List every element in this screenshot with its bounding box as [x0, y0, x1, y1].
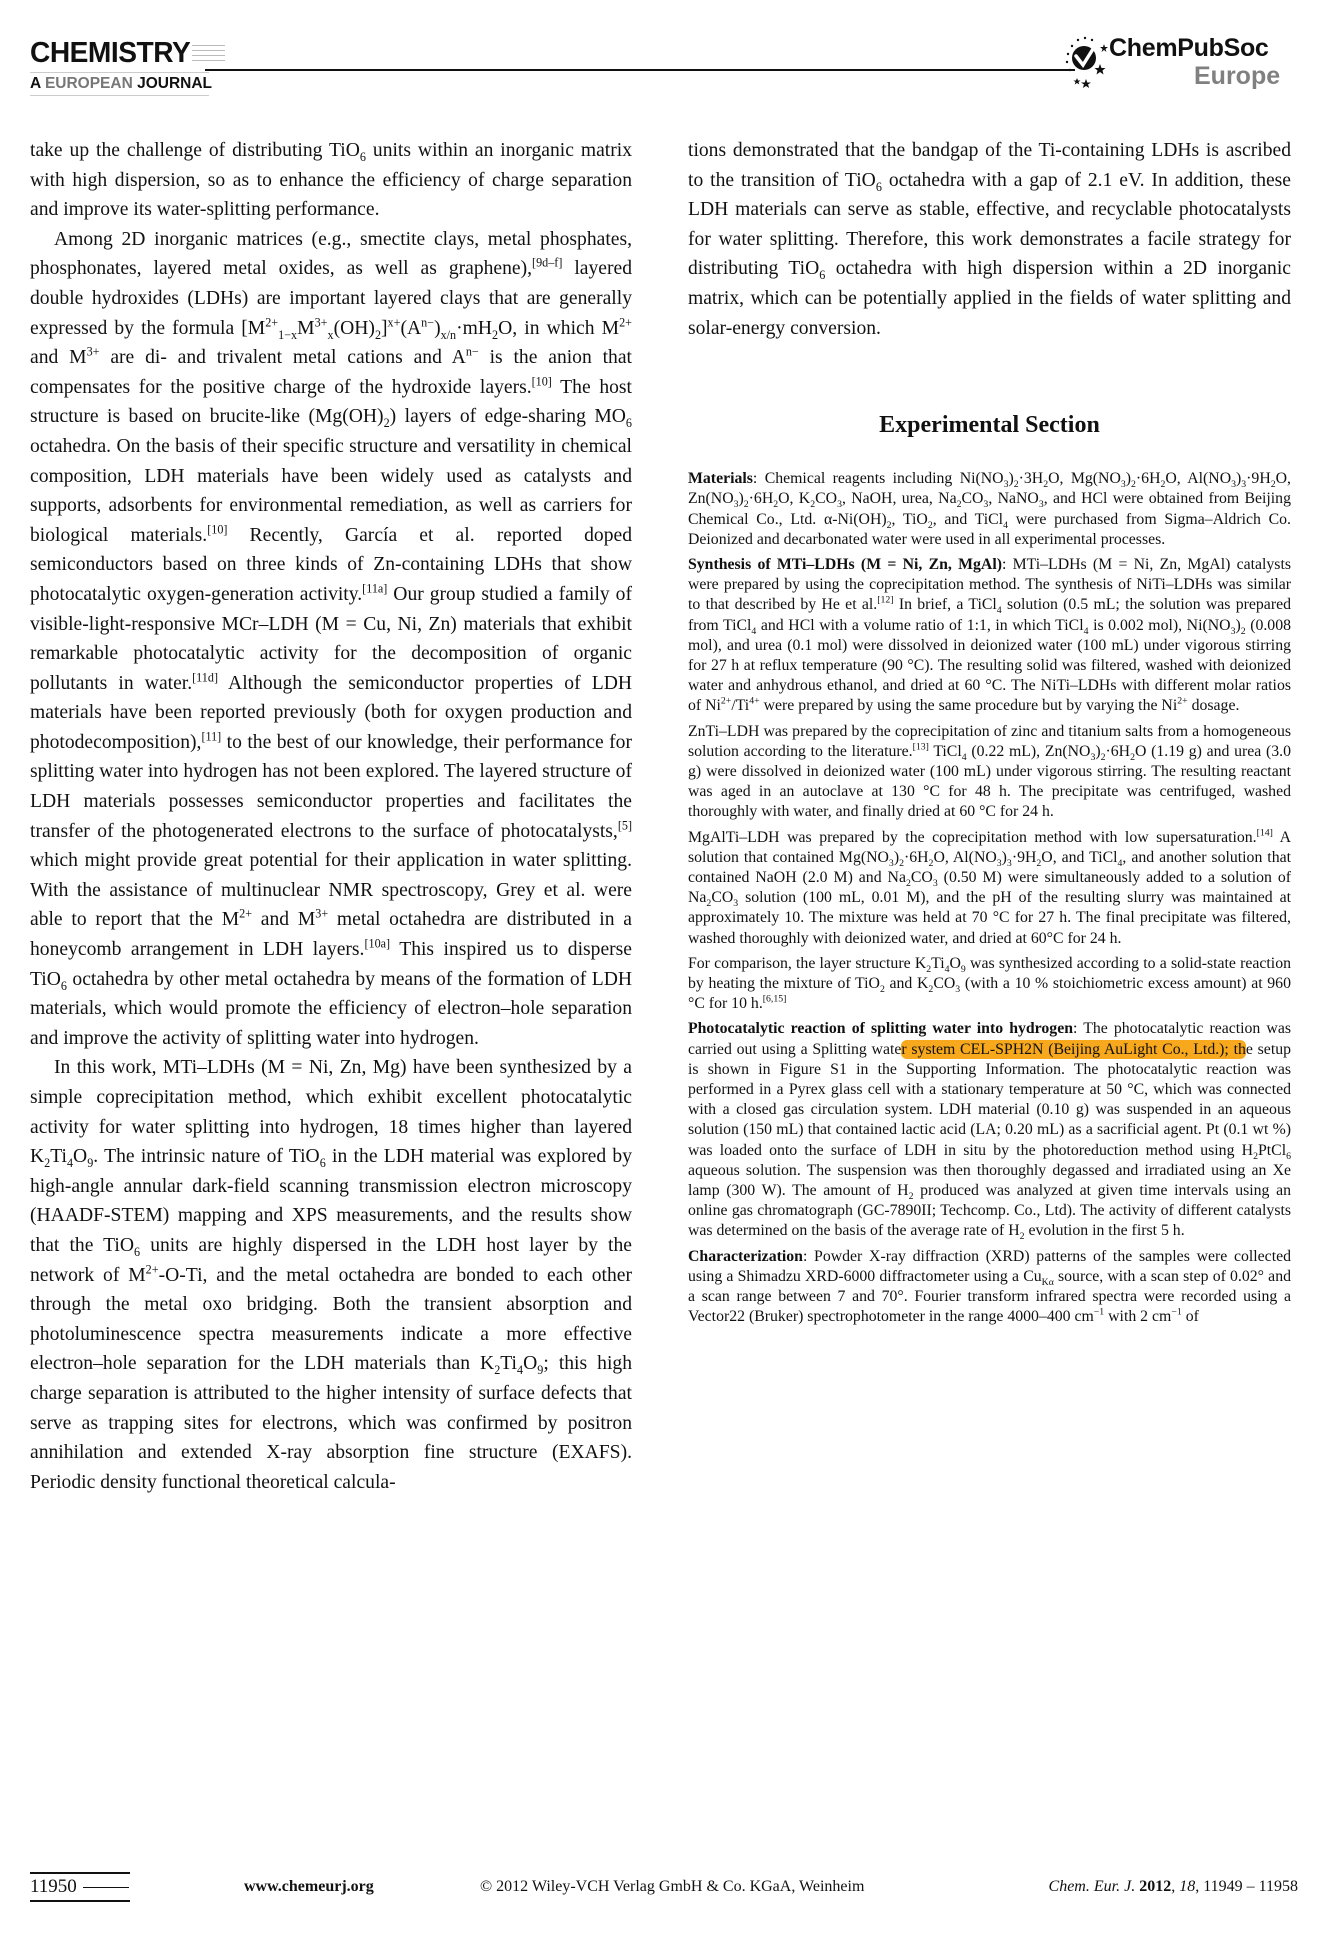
text: Ti	[500, 1353, 518, 1375]
subscript: 2	[1160, 479, 1166, 491]
synthesis-paragraph	[688, 555, 1291, 717]
subscript: 4	[751, 625, 757, 637]
text: O, Al(NO	[1165, 470, 1232, 488]
subscript: 6	[875, 179, 882, 194]
text: is the anion that compensates for the positive charge of the hydroxide layers.	[30, 347, 632, 398]
text: aqueous solution. The suspension was then thoroughly degassed and irradiated using an Xe lamp (300 W). The amount of H	[688, 1161, 1291, 1200]
text: CO	[910, 869, 933, 887]
subscript: 2	[773, 499, 779, 511]
journal-subtitle	[30, 72, 213, 96]
text: , and TiCl	[932, 510, 1004, 528]
text: )	[1125, 470, 1132, 488]
text: (0.22 mL), Zn(NO	[966, 742, 1091, 760]
citation: [11]	[201, 729, 222, 744]
superscript: 3+	[86, 344, 100, 359]
subscript: 4	[961, 751, 967, 763]
superscript: 2+	[1177, 696, 1188, 708]
text: Ti	[50, 1146, 67, 1168]
journal-url[interactable]: www.chemeurj.org	[244, 1878, 374, 1895]
page-number-rule	[83, 1887, 129, 1888]
citation: [12]	[877, 595, 894, 607]
subscript: 3	[1038, 499, 1044, 511]
text: (OH)	[333, 317, 375, 339]
superscript: 2+	[265, 315, 279, 330]
text: , and HCl were obtained from Beijing Chemical Co., Ltd. α-Ni(OH)	[688, 490, 1291, 528]
subscript: 3	[1230, 625, 1236, 637]
text: CO	[815, 490, 838, 508]
superscript: n−	[421, 315, 435, 330]
text: layered double hydroxides (LDHs) are important layered clays that are generally expressed by the formula [M	[30, 258, 632, 339]
text: CO	[961, 490, 984, 508]
text: ·6H	[748, 490, 774, 508]
subscript: 4	[66, 1156, 74, 1171]
subtitle-journal: JOURNAL	[132, 75, 213, 92]
subscript: 2	[886, 519, 892, 531]
subscript: 4	[944, 963, 950, 975]
subscript: 3	[1120, 479, 1126, 491]
text: dosage.	[1187, 697, 1240, 715]
text: Ti	[931, 954, 945, 972]
superscript: 2+	[720, 696, 732, 708]
subscript: 6	[1286, 1150, 1291, 1162]
text: which might provide great potential for their application in water splitting. With the assistance of multinuclear NMR spectroscopy, Grey et al. were able to report that the M	[30, 850, 632, 931]
text: O, and TiCl	[1041, 848, 1118, 866]
citation: [6,15]	[762, 993, 787, 1005]
text: Although the semiconductor properties of LDH materials have been reported previously (both for oxygen production and photodecomposition),	[30, 672, 632, 753]
text: ·6H	[1105, 742, 1131, 760]
journal-name	[30, 38, 225, 68]
subscript: 2	[908, 1191, 914, 1203]
subscript: 3	[837, 499, 842, 511]
page-number	[30, 1872, 130, 1902]
cite-year: 2012	[1139, 1878, 1172, 1895]
subscript: 6	[60, 978, 67, 993]
text: are di- and trivalent metal cations and A	[99, 347, 466, 369]
subscript: 3	[1231, 479, 1237, 491]
text: source, with a scan step of 0.02° and a scan range between 7 and 70°. Fourier transform infrared spectra were recorded using a Vector22 (Bruker) spectrophotometer in the range 4000–400 cm	[688, 1267, 1291, 1326]
subscript: 6	[359, 149, 366, 164]
subscript: 6	[134, 1244, 141, 1259]
text: O	[949, 954, 961, 972]
text: tions demonstrated that the bandgap of the Ti-containing LDHs is ascribed to the transition of TiO	[688, 140, 1291, 191]
chempubsoc-star-seal-icon	[1064, 34, 1110, 94]
text: . The intrinsic nature of TiO	[93, 1146, 320, 1168]
text: , NaNO	[988, 490, 1039, 508]
text: octahedra by other metal octahedra by means of the formation of LDH materials, which would promote the efficiency of electron–hole separation and improve the activity of splitting water into hydrogen.	[30, 968, 632, 1049]
photocatalytic-paragraph	[688, 1019, 1291, 1241]
subscript: 4	[996, 605, 1002, 617]
subscript: 6	[819, 268, 826, 283]
text: O, K	[778, 490, 811, 508]
subscript: 2	[1130, 751, 1135, 763]
cite-journal: Chem. Eur. J.	[1048, 1878, 1136, 1895]
cite-volume: 18	[1179, 1878, 1196, 1895]
text: units are highly dispersed in the LDH host layer by the network of M	[30, 1234, 632, 1286]
subscript: 2	[1100, 751, 1106, 763]
citation: [5]	[617, 818, 632, 833]
subscript: 2	[1036, 857, 1042, 869]
text: produced was analyzed at given time intervals using an online gas chromatograph (GC-7890II; Techcomp. Co., Ltd). The activity of different catalysts was determined on the basis of the average rate of H	[688, 1182, 1292, 1240]
text: in the LDH material was explored by high-angle annular dark-field scanning transmission electron microscopy (HAADF-STEM) mapping and XPS measurements, and the results show that the TiO	[30, 1146, 632, 1256]
subscript: 2	[879, 984, 885, 996]
journal-name-text: CHEMISTRY	[30, 37, 191, 69]
text: O	[523, 1353, 538, 1375]
text: ZnTi–LDH was prepared by the coprecipitation of zinc and titanium salts from a homogeneous solution according to the literature.	[688, 722, 1291, 760]
text: take up the challenge of distributing TiO	[30, 140, 360, 161]
text: ·6H	[1135, 470, 1161, 488]
text: For comparison, the layer structure K	[688, 954, 927, 972]
text: )	[738, 490, 744, 508]
citation: [10a]	[364, 936, 391, 951]
subscript: 2	[743, 499, 749, 511]
text: O, Zn(NO	[688, 470, 1291, 508]
left-column	[30, 136, 632, 1497]
znti-paragraph	[688, 722, 1291, 823]
experimental-body	[688, 469, 1291, 1327]
superscript: 3+	[314, 315, 328, 330]
page-number-text: 11950	[30, 1876, 77, 1897]
text: : Chemical reagents including Ni(NO	[752, 470, 1004, 488]
text: -O-Ti, and the metal octahedra are bonded to each other through the metal oxo bridging. Both the transient absorption and photoluminescence spectra measurements indicate a more effective electron–hole separation for the LDH materials than K	[30, 1264, 632, 1375]
text: /Ti	[731, 697, 750, 715]
text: O	[73, 1146, 88, 1168]
paragraph	[688, 136, 1291, 343]
citation: [10]	[531, 374, 552, 389]
text: A solution that contained Mg(NO	[688, 828, 1291, 866]
text: )	[1095, 742, 1101, 760]
subscript: 4	[1083, 625, 1089, 637]
paragraph-heading: Synthesis of MTi–LDHs (M = Ni, Zn, MgAl)	[688, 555, 1002, 573]
superscript: 4+	[749, 696, 760, 708]
subscript: x	[327, 327, 334, 342]
paragraph-heading: Materials	[688, 470, 753, 488]
text: (0.008 mol), and urea (0.1 mol) were dissolved in deionized water (100 mL) under vigorous stirring for 27 h at reflux temperature (90 °C). The resulting solid was filtered, washed with deionized water and anhydrous ethanol, and dried at 60 °C. The NiTi–LDHs with different molar ratios of Ni	[688, 616, 1291, 715]
text: octahedra with high dispersion within a 2D inorganic matrix, which can be potentially applied in the fields of water splitting and solar-energy conversion.	[688, 258, 1291, 339]
subscript: 2	[1270, 479, 1276, 491]
text: PtCl	[1258, 1141, 1287, 1159]
citation: [11a]	[362, 581, 388, 596]
text: )	[434, 317, 441, 339]
text: , TiO	[891, 510, 928, 528]
superscript: n−	[465, 344, 479, 359]
text: , NaOH, urea, Na	[841, 490, 957, 508]
text: and HCl with a volume ratio of 1:1, in which TiCl	[756, 616, 1084, 634]
cite-pages: , 11949 – 11958	[1195, 1878, 1298, 1895]
subscript: 3	[1090, 751, 1096, 763]
text: O, Al(NO	[933, 848, 997, 866]
subscript: 2	[374, 327, 382, 342]
text: (A	[400, 317, 422, 339]
mgalti-paragraph	[688, 828, 1291, 949]
subscript: 3	[955, 984, 961, 996]
superscript: 2+	[145, 1262, 159, 1277]
text: to the best of our knowledge, their performance for splitting water into hydrogen has not been explored. The layered structure of LDH materials possesses semiconductor properties and facilitates the transfer of the photogenerated electrons to the surface of photocatalysts,	[30, 731, 632, 842]
text: ; this high charge separation is attributed to the higher intensity of surface defects that serve as trapping sites for electrons, which was confirmed by positron annihilation and extended X-ray absorption fine structure (EXAFS). Periodic density functional theoretical calcula-	[30, 1353, 633, 1493]
text: )	[1001, 848, 1007, 866]
comparison-paragraph	[688, 954, 1291, 1015]
superscript: 3+	[315, 906, 329, 921]
subscript: 3	[733, 499, 739, 511]
paragraph	[30, 225, 632, 1054]
text: )	[1235, 616, 1241, 634]
text: units within an inorganic matrix with high dispersion, so as to enhance the efficiency of charge separation and improve its water-splitting performance.	[30, 140, 633, 221]
text: CO	[711, 889, 734, 907]
citation: [9d–f]	[532, 255, 563, 270]
subscript: 2	[1043, 479, 1049, 491]
text: ·mH	[456, 317, 493, 339]
citation-line: Chem. Eur. J. 2012, 18, 11949 – 11958	[1048, 1878, 1298, 1895]
subscript: 9	[960, 963, 966, 975]
subscript: 2	[926, 963, 932, 975]
superscript: −1	[1093, 1307, 1105, 1319]
text: (with a 10 % stoichiometric excess amount) at 960 °C for 10 h.	[688, 975, 1291, 1013]
subscript: 3	[1006, 857, 1012, 869]
text: ]	[381, 317, 388, 339]
text: ·9H	[1246, 470, 1271, 488]
text: This inspired us to disperse TiO	[30, 939, 632, 990]
paragraph	[30, 136, 632, 225]
superscript: 2+	[619, 315, 632, 330]
citation: [13]	[912, 741, 929, 753]
text: solution (100 mL, 0.01 M), and the pH of the resulting slurry was maintained at approximately 10. The mixture was held at 70 °C for 27 h. The final precipitate was filtered, washed thoroughly with deionized water, and dried at 60°C for 24 h.	[688, 889, 1291, 947]
subscript: 2	[928, 984, 934, 996]
subscript: 2	[899, 857, 904, 869]
subscript: 3	[1003, 479, 1009, 491]
subscript: 4	[517, 1363, 524, 1378]
text: Among 2D inorganic matrices (e.g., smectite clays, metal phosphates, phosphonates, layered metal oxides, as well as graphene),	[30, 228, 632, 280]
subscript: Kα	[1041, 1277, 1054, 1289]
citation: [11d]	[192, 670, 218, 685]
text: ·9H	[1011, 848, 1037, 866]
subscript: 3	[996, 857, 1002, 869]
logo-lines	[192, 41, 225, 65]
text: M	[297, 317, 315, 339]
text: and M	[30, 347, 87, 369]
materials-paragraph	[688, 469, 1291, 550]
superscript: 2+	[239, 906, 253, 921]
subscript: 2	[1253, 1150, 1258, 1162]
subscript: 2	[810, 499, 816, 511]
subscript: 2	[1240, 625, 1246, 637]
subtitle-european: EUROPEAN	[44, 75, 133, 92]
text: and M	[252, 909, 316, 931]
page-footer	[30, 1878, 1298, 1902]
subscript: 2	[494, 1363, 501, 1378]
text: CO	[933, 975, 956, 993]
subscript: 3	[1241, 479, 1247, 491]
subscript: 2	[383, 416, 390, 431]
subscript: 3	[888, 857, 894, 869]
publisher-logo	[1064, 34, 1304, 94]
subscript: 2	[928, 857, 934, 869]
subscript: 6	[625, 416, 632, 431]
text: ·3H	[1018, 470, 1044, 488]
text: ·6H	[903, 848, 929, 866]
text: is 0.002 mol), Ni(NO	[1088, 616, 1231, 634]
publisher-region: Europe	[1194, 62, 1281, 90]
text: O (1.19 g) and urea (3.0 g) were dissolved in deionized water (100 mL) under vigorous stirring. The resulting reactant was aged in an autoclave at 130 °C for 48 h. The precipitate was centrifuged, washed thoroughly with water, and finally dried at 60 °C for 24 h.	[688, 742, 1292, 821]
subscript: 4	[1003, 519, 1008, 531]
text: octahedra. On the basis of their specific structure and versatility in chemical composition, LDH materials have been widely used as catalysts and supports, adsorbents for environmental remediation, as well as carriers for biological materials.	[30, 435, 632, 546]
text: : MTi–LDHs (M = Ni, Zn, MgAl) catalysts were prepared by using the coprecipitation method. The synthesis of NiTi–LDHs was similar to that described by He et al.	[688, 555, 1291, 614]
text: : The photocatalytic reaction was carried out using a Splitting wate	[688, 1020, 1291, 1058]
text: of	[1181, 1308, 1199, 1326]
subscript: 2	[1131, 479, 1136, 491]
subscript: 2	[1013, 479, 1019, 491]
text: Recently, García et al. reported doped semiconductors based on three kinds of Zn-containing LDHs that show photocatalytic oxygen-generation activity.	[30, 524, 632, 605]
text: were prepared by using the same procedure but by varying the Ni	[759, 697, 1178, 715]
text: O, in which M	[498, 317, 620, 339]
superscript: x+	[387, 315, 401, 330]
section-title: Experimental Section	[879, 412, 1100, 439]
text: octahedra with a gap of 2.1 eV. In addition, these LDH materials can serve as stable, effective, and recyclable photocatalysts for water splitting. Therefore, this work demonstrates a facile strategy for distributing TiO	[688, 169, 1292, 280]
subscript: 2	[492, 327, 499, 342]
subscript: 3	[733, 898, 739, 910]
text: TiCl	[928, 742, 962, 760]
journal-logo	[30, 38, 231, 96]
subscript: 4	[1117, 857, 1123, 869]
subscript: 6	[319, 1156, 326, 1171]
text: , and another solution that contained NaOH (2.0 M) and Na	[688, 848, 1291, 887]
citation: [14]	[1256, 827, 1273, 839]
subscript: 2	[927, 519, 933, 531]
text: ) layers of edge-sharing MO	[389, 406, 626, 428]
text: In this work, MTi–LDHs (M = Ni, Zn, Mg) have been synthesized by a simple coprecipitation method, which exhibit excellent photocatalytic activity for water splitting into hydrogen, 18 times higher than layered K	[30, 1057, 632, 1168]
text: The host structure is based on brucite-like (Mg(OH)	[30, 376, 632, 428]
text: e setup is shown in Figure S1 in the Supporting Information. The photocatalytic reaction was performed in a Pyrex glass cell with a stationary temperature at 50 °C, which was connected with a closed gas circulation system. LDH material (0.10 g) was suspended in an aqueous solution (150 mL) that contained lactic acid (LA; 0.20 mL) as a sacrificial agent. Pt (0.1 wt %) was loaded onto the surface of LDH in situ by the photoreduction method using H	[688, 1040, 1292, 1159]
text: with 2 cm	[1104, 1308, 1172, 1326]
subscript: 2	[706, 898, 712, 910]
text: O, Mg(NO	[1048, 470, 1121, 488]
paragraph-heading: Photocatalytic reaction of splitting water into hydrogen	[688, 1020, 1073, 1038]
text: )	[1008, 470, 1014, 488]
text-highlight[interactable]: r system CEL-SPH2N (Beijing AuLight Co., Ltd.); th	[901, 1040, 1246, 1058]
subscript: 3	[983, 499, 989, 511]
subscript: 2	[44, 1156, 51, 1171]
text: (0.50 M) were simultaneously added to a solution of Na	[688, 869, 1291, 907]
text: Our group studied a family of visible-light-responsive MCr–LDH (M = Cu, Ni, Zn) materials that exhibit remarkable photocatalytic activity for the decomposition of organic pollutants in water.	[30, 583, 632, 694]
subscript: 2	[956, 499, 962, 511]
text: solution (0.5 mL; the solution was prepared from TiCl	[688, 596, 1291, 634]
subscript: 2	[1019, 1231, 1025, 1243]
paragraph	[30, 1053, 632, 1497]
citation: [10]	[207, 522, 228, 537]
paragraph-heading: Characterization	[688, 1247, 803, 1265]
copyright: © 2012 Wiley-VCH Verlag GmbH & Co. KGaA, Weinheim	[480, 1878, 865, 1895]
right-column	[688, 136, 1291, 1332]
text: metal octahedra are distributed in a honeycomb arrangement in LDH layers.	[30, 909, 632, 961]
subscript: 3	[932, 878, 938, 890]
text: was synthesized according to a solid-state reaction by heating the mixture of TiO	[688, 954, 1291, 993]
subscript: 2	[905, 878, 911, 890]
superscript: −1	[1171, 1307, 1182, 1319]
text: MgAlTi–LDH was prepared by the coprecipitation method with low supersaturation.	[688, 828, 1257, 846]
text: In brief, a TiCl	[893, 596, 997, 614]
subscript: 9	[537, 1363, 544, 1378]
text: )	[1236, 470, 1242, 488]
subtitle-a: A	[30, 75, 45, 92]
text: : Powder X-ray diffraction (XRD) patterns of the samples were collected using a Shimadzu XRD-6000 diffractometer using a Cu	[688, 1247, 1291, 1285]
text: and K	[884, 975, 929, 993]
text: evolution in the first 5 h.	[1024, 1222, 1185, 1240]
characterization-paragraph	[688, 1247, 1291, 1328]
header-rule	[205, 69, 1075, 71]
publisher-name: ChemPubSoc	[1109, 34, 1269, 62]
text: )	[893, 848, 900, 866]
subscript: x/n	[440, 327, 457, 342]
subscript: 9	[87, 1156, 94, 1171]
text: were purchased from Sigma–Aldrich Co. Deionized and decarbonated water were used in all experimental processes.	[688, 510, 1291, 548]
subscript: 1−x	[278, 327, 298, 342]
